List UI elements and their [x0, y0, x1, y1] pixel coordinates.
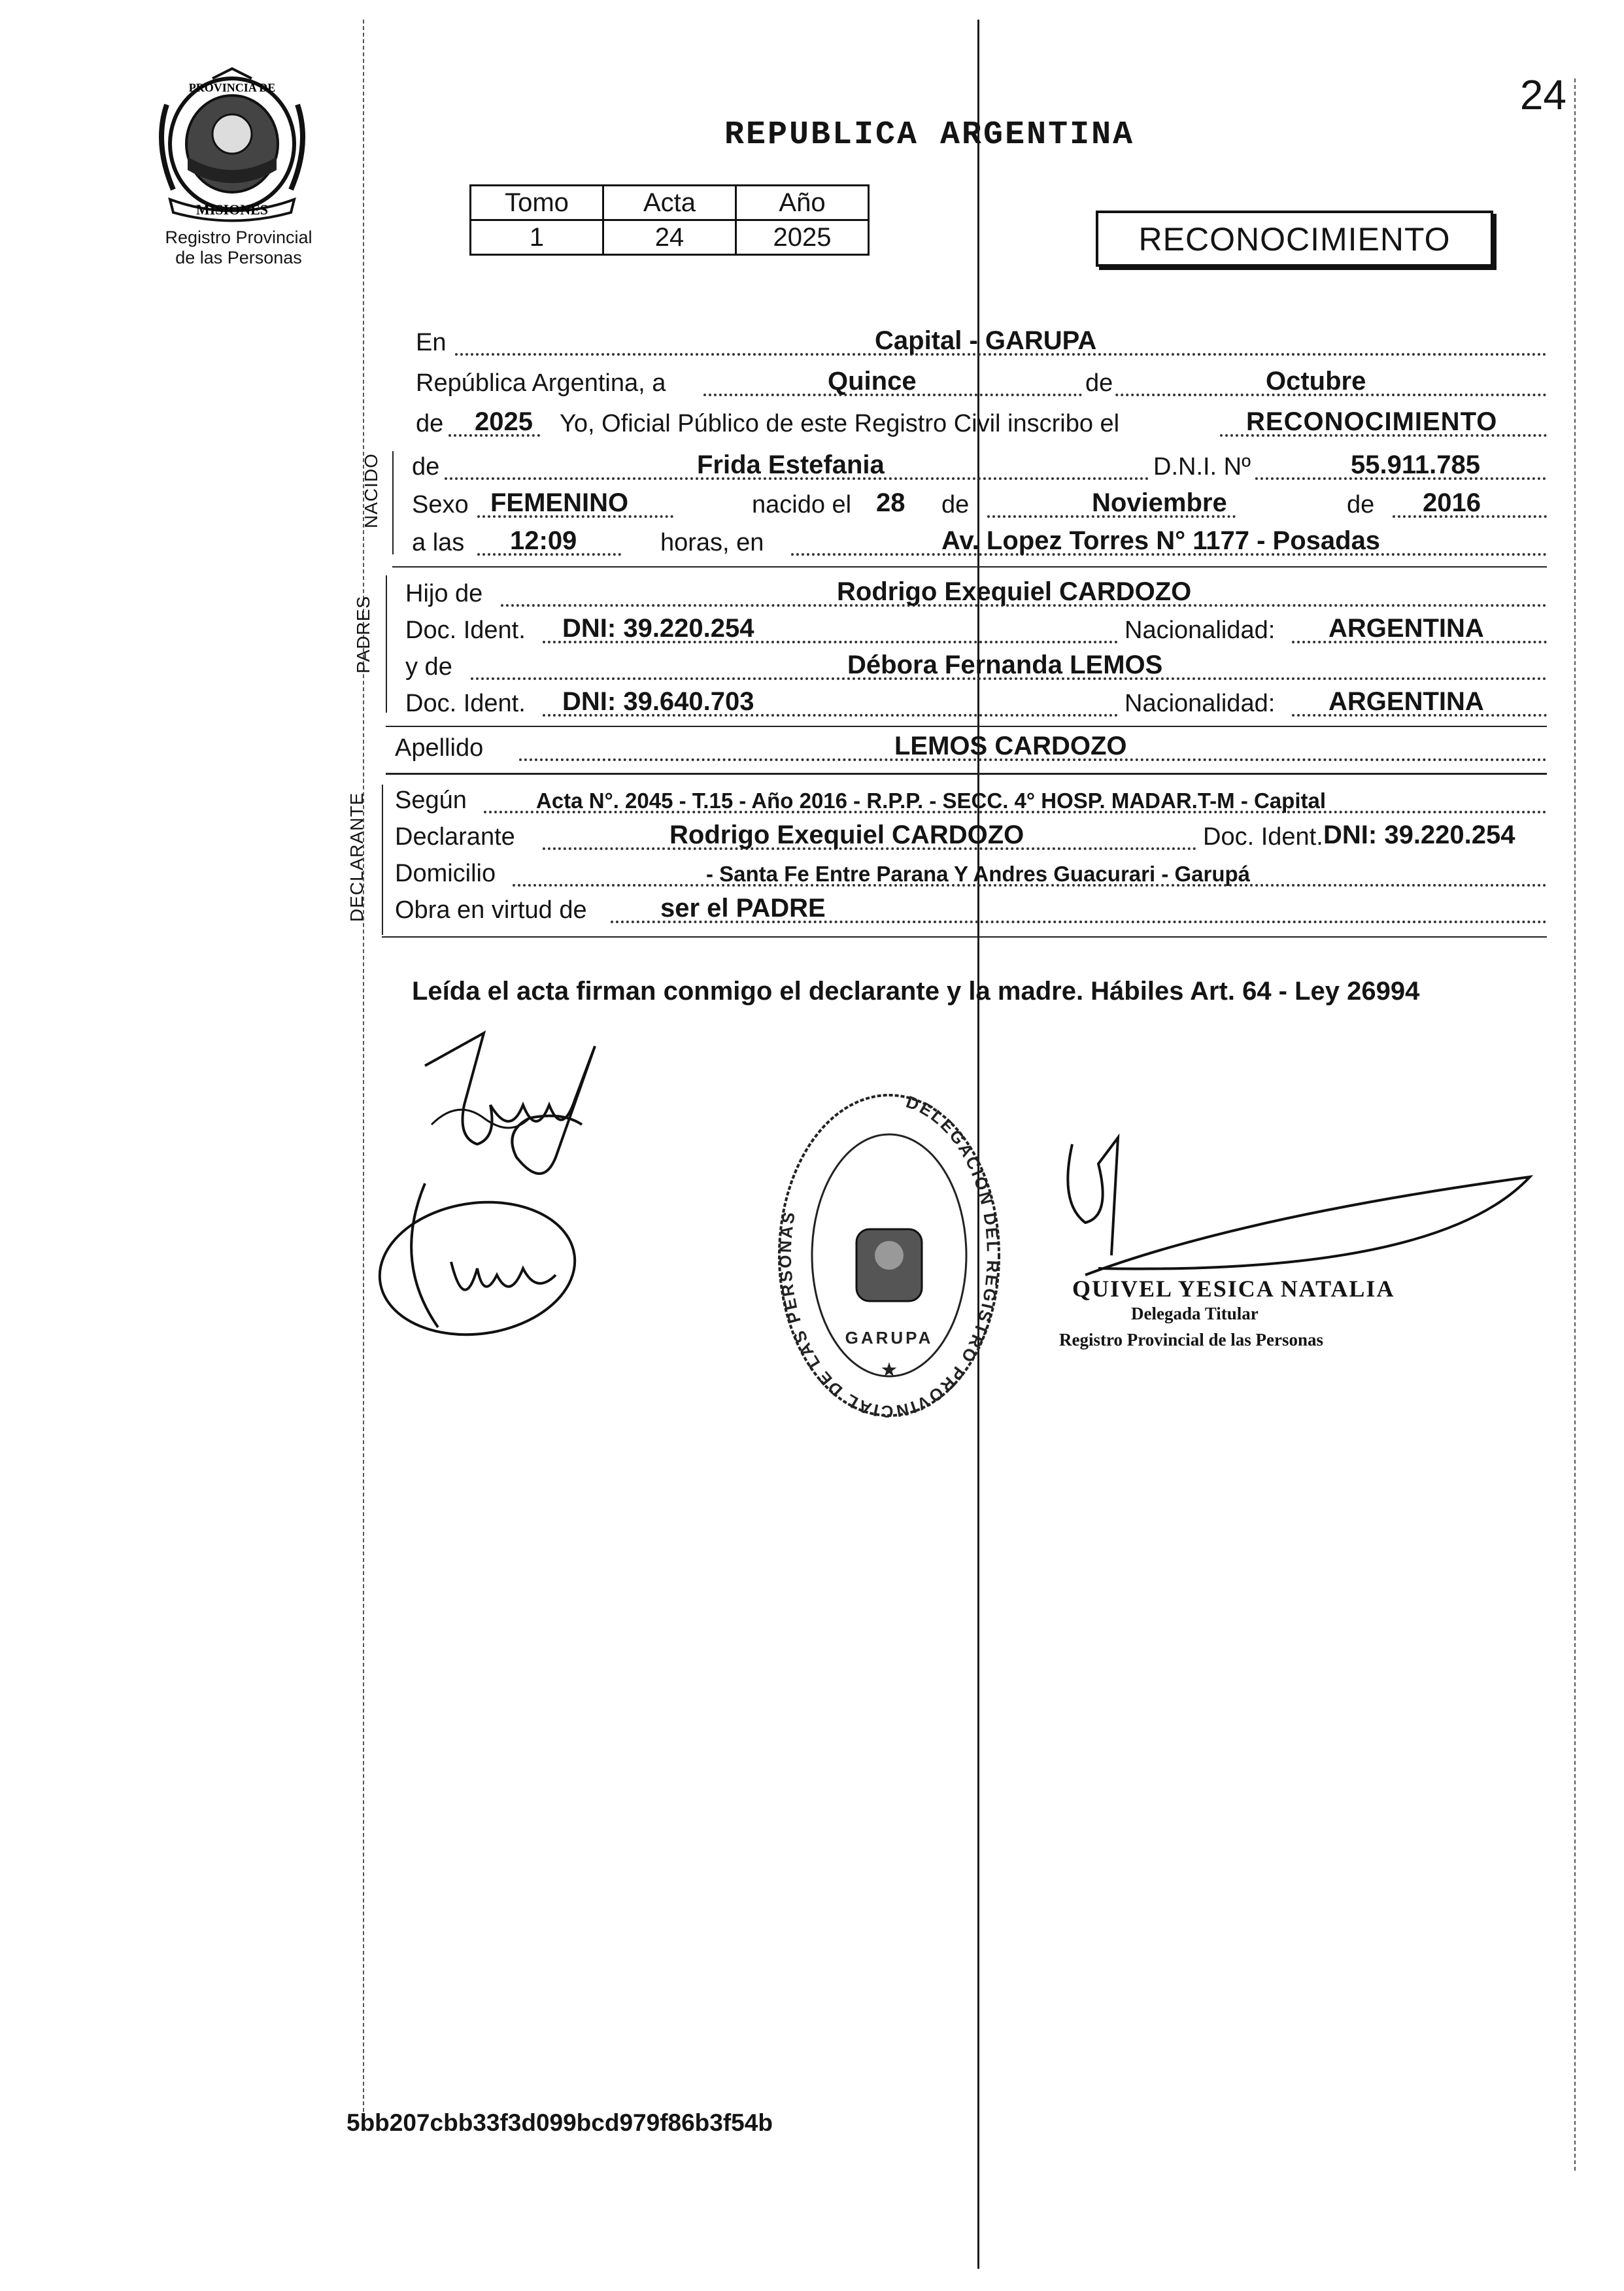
official-text: Yo, Oficial Público de este Registro Civil inscribo el [560, 410, 1120, 437]
row-mother [405, 651, 1547, 685]
mother-nat: ARGENTINA [1328, 687, 1484, 716]
father-nat-label: Nacionalidad: [1125, 617, 1276, 644]
row-en [416, 327, 1547, 361]
emblem-text-bottom: MISIONES [195, 201, 269, 218]
signature-madre [373, 1170, 608, 1353]
document-hash: 5bb207cbb33f3d099bcd979f86b3f54b [347, 2109, 773, 2136]
page-number: 24 [1519, 71, 1566, 118]
registry-label-line1: Registro Provincial [165, 228, 313, 247]
father-nat: ARGENTINA [1328, 614, 1484, 643]
book-header-tomo: Tomo [471, 186, 603, 220]
row-mother-doc [405, 688, 1547, 722]
row-official [416, 408, 1547, 442]
birth-time: 12:09 [510, 526, 577, 555]
row-nacido-sex [412, 489, 1547, 523]
official-stamp [771, 1085, 1007, 1425]
mother-doc-label: Doc. Ident. [405, 690, 526, 717]
de-label2: de [941, 491, 970, 518]
declarante-doc-label: Doc. Ident. [1203, 823, 1323, 851]
father-name: Rodrigo Exequiel CARDOZO [837, 577, 1192, 606]
de-label3: de [1347, 491, 1375, 518]
apellido-label: Apellido [395, 734, 484, 762]
mother-nat-label: Nacionalidad: [1125, 690, 1276, 717]
a-las-label: a las [412, 529, 465, 556]
declarante-name: Rodrigo Exequiel CARDOZO [669, 821, 1024, 849]
row-nacido-name [412, 451, 1547, 485]
obra-label: Obra en virtud de [395, 896, 587, 924]
father-doc: DNI: 39.220.254 [562, 614, 754, 643]
y-de-label: y de [405, 653, 452, 681]
en-label: En [416, 329, 447, 356]
row-father [405, 578, 1547, 612]
sexo-label: Sexo [412, 491, 469, 518]
book-table [469, 184, 870, 256]
row-nacido-time [412, 527, 1547, 561]
sexo-value: FEMENINO [490, 488, 629, 517]
section-padres-label: PADRES [353, 595, 373, 673]
domicilio-value: - Santa Fe Entre Parana Y Andres Guacurari - Garupá [706, 862, 1251, 886]
declarante-label: Declarante [395, 823, 515, 851]
registry-label-line2: de las Personas [175, 248, 302, 267]
act-type-inline: RECONOCIMIENTO [1246, 407, 1498, 436]
act-type-box: RECONOCIMIENTO [1096, 211, 1493, 267]
nacido-el-label: nacido el [752, 491, 852, 518]
row-segun [395, 785, 1547, 819]
svg-text:★: ★ [880, 1359, 898, 1381]
republica-label: República Argentina, a [416, 369, 666, 397]
emblem-text-top: PROVINCIA DE [188, 81, 276, 94]
row-republica [416, 367, 1547, 401]
row-obra [395, 894, 1547, 928]
dni-label: D.N.I. Nº [1151, 453, 1253, 481]
birth-year: 2016 [1423, 488, 1481, 517]
nacido-de-label: de [412, 453, 440, 481]
child-dni: 55.911.785 [1351, 450, 1480, 479]
segun-label: Según [395, 787, 467, 814]
stamp-bottom-text: GARUPA [845, 1328, 934, 1348]
child-name: Frida Estefania [697, 450, 885, 479]
closing-text: Leída el acta firman conmigo el declarante y la madre. Hábiles Art. 64 - Ley 26994 [412, 977, 1420, 1006]
book-header-acta: Acta [603, 186, 736, 220]
de2-label: de [416, 410, 444, 437]
birth-place: Av. Lopez Torres N° 1177 - Posadas [941, 526, 1381, 555]
mother-doc: DNI: 39.640.703 [562, 687, 754, 716]
declarante-doc: DNI: 39.220.254 [1323, 821, 1515, 849]
right-margin-line [1574, 78, 1576, 2171]
registry-label [131, 228, 347, 268]
country-title: REPUBLICA ARGENTINA [724, 116, 1135, 154]
apellido-value: LEMOS CARDOZO [894, 732, 1127, 760]
month-value: Octubre [1266, 367, 1366, 396]
book-value-acta: 24 [603, 220, 736, 255]
hijo-de-label: Hijo de [405, 580, 483, 607]
section-nacido-label: NACIDO [361, 453, 381, 528]
book-header-anio: Año [736, 186, 869, 220]
horas-label: horas, en [660, 529, 764, 556]
section-declarante-label: DECLARANTE [347, 792, 367, 922]
row-domicilio [395, 858, 1547, 892]
row-declarante [395, 821, 1547, 855]
province-emblem [147, 65, 317, 222]
city-value: Capital - GARUPA [875, 326, 1097, 355]
official-name: QUIVEL YESICA NATALIA [1072, 1276, 1395, 1302]
segun-value: Acta N°. 2045 - T.15 - Año 2016 - R.P.P. - SECC. 4° HOSP. MADAR.T-M - Capital [536, 789, 1326, 813]
birth-month: Noviembre [1092, 488, 1227, 517]
obra-value: ser el PADRE [660, 894, 826, 923]
signature-official [1046, 1125, 1543, 1295]
father-doc-label: Doc. Ident. [405, 617, 526, 644]
book-value-anio: 2025 [736, 220, 869, 255]
book-value-tomo: 1 [471, 220, 603, 255]
stamp-ring-text: DELEGACION DEL REGISTRO PROVINCIAL DE LAS PERSONAS [775, 1091, 1004, 1422]
official-org: Registro Provincial de las Personas [1059, 1330, 1323, 1349]
de-label: de [1083, 369, 1115, 398]
row-father-doc [405, 615, 1547, 649]
left-margin-line [363, 20, 364, 2112]
mother-name: Débora Fernanda LEMOS [847, 651, 1163, 679]
birth-day: 28 [876, 488, 905, 517]
day-value: Quince [828, 367, 917, 396]
row-apellido [395, 732, 1547, 766]
domicilio-label: Domicilio [395, 860, 496, 887]
year-value: 2025 [475, 407, 533, 436]
official-role: Delegada Titular [1131, 1304, 1259, 1323]
